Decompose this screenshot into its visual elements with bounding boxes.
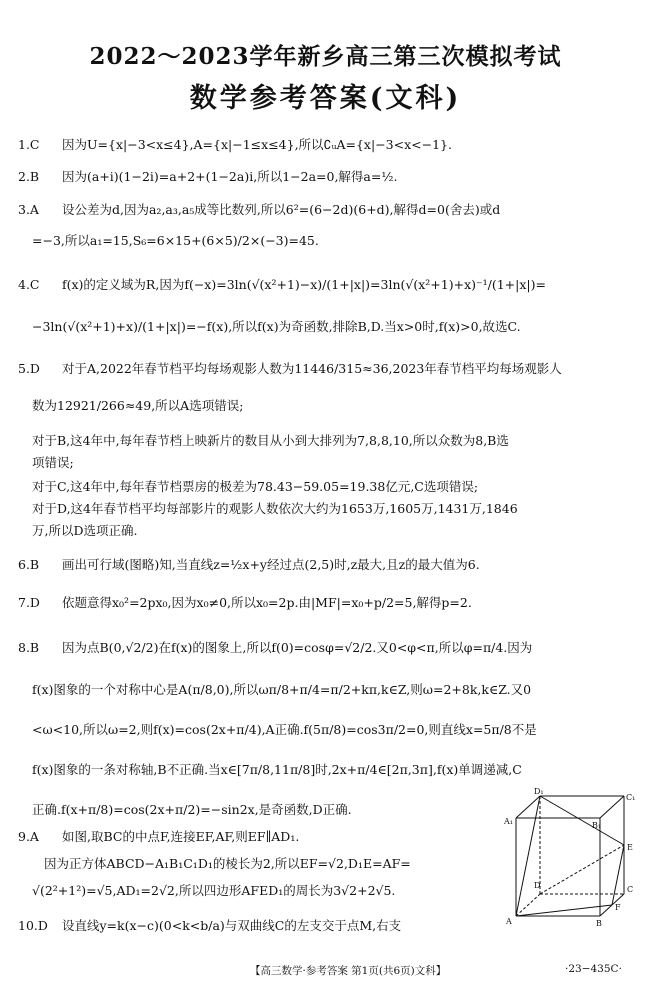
answer-text: 项错误; — [32, 455, 74, 470]
answer-text: 对于A,2022年春节档平均每场观影人数为11446/315≈36,2023年春节档平均每场观影人 — [62, 361, 562, 376]
answer-text: f(x)图象的一条对称轴,B不正确.当x∈[7π/8,11π/8]时,2x+π/4∈[2π,3π],f(x)单调递减,C — [32, 762, 522, 777]
answer-text: 万,所以D选项正确. — [32, 523, 138, 538]
problem-number: 6.B — [18, 557, 40, 572]
answer-text: =−3,所以a₁=15,S₆=6×15+(6×5)/2×(−3)=45. — [32, 233, 319, 248]
answer-text: 对于B,这4年中,每年春节档上映新片的数目从小到大排列为7,8,8,10,所以众数为8,B选 — [32, 433, 509, 448]
label-D1: D₁ — [534, 788, 544, 796]
answer-text: 对于D,这4年春节档平均每部影片的观影人数依次大约为1653万,1605万,1431万,1846 — [32, 501, 518, 516]
answer-text: f(x)的定义域为R,因为f(−x)=3ln(√(x²+1)−x)/(1+|x|)=3ln(√(x²+1)+x)⁻¹/(1+|x|)= — [62, 277, 546, 292]
problem-number: 8.B — [18, 640, 40, 655]
answer-text: 依题意得x₀²=2px₀,因为x₀≠0,所以x₀=2p.由|MF|=x₀+p/2=5,解得p=2. — [62, 595, 472, 610]
problem-number: 7.D — [18, 595, 40, 610]
answer-text: 因为(a+i)(1−2i)=a+2+(1−2a)i,所以1−2a=0,解得a=½. — [62, 169, 398, 184]
problem-number: 10.D — [18, 918, 48, 933]
answer-text: f(x)图象的一个对称中心是A(π/8,0),所以ωπ/8+π/4=π/2+kπ,k∈Z,则ω=2+8k,k∈Z.又0 — [32, 682, 532, 697]
answer-text: 对于C,这4年中,每年春节档票房的极差为78.43−59.05=19.38亿元,C选项错误; — [32, 479, 479, 494]
answer-text: <ω<10,所以ω=2,则f(x)=cos(2x+π/4),A正确.f(5π/8)=cos3π/2=0,则直线x=5π/8不是 — [32, 722, 537, 737]
answer-text: 因为正方体ABCD−A₁B₁C₁D₁的棱长为2,所以EF=√2,D₁E=AF= — [44, 856, 411, 871]
problem-number: 9.A — [18, 829, 39, 844]
label-A1: A₁ — [504, 817, 513, 826]
label-A: A — [506, 917, 512, 926]
problem-number: 2.B — [18, 169, 40, 184]
label-D: D — [534, 881, 541, 890]
label-B: B — [596, 919, 602, 928]
label-B1: B₁ — [592, 821, 602, 830]
answer-text: 因为点B(0,√2/2)在f(x)的图象上,所以f(0)=cosφ=√2/2.又0<φ<π,所以φ=π/4.因为 — [62, 640, 533, 655]
problem-number: 4.C — [18, 277, 40, 292]
title-line-1: 2022～2023学年新乡高三第三次模拟考试 — [89, 43, 562, 70]
label-F: F — [615, 903, 621, 912]
label-E: E — [627, 843, 633, 852]
answer-text: 设直线y=k(x−c)(0<k<b/a)与双曲线C的左支交于点M,右支 — [62, 918, 402, 933]
footer-text: 【高三数学·参考答案 第1页(共6页)文科】 — [250, 965, 447, 977]
problem-number: 5.D — [18, 361, 40, 376]
title-line-2: 数学参考答案(文科) — [189, 83, 462, 114]
cube-figure — [498, 788, 638, 928]
problem-number: 1.C — [18, 137, 40, 152]
answer-text: 设公差为d,因为a₂,a₃,a₅成等比数列,所以6²=(6−2d)(6+d),解得d=0(舍去)或d — [62, 202, 501, 217]
answer-text: √(2²+1²)=√5,AD₁=2√2,所以四边形AFED₁的周长为3√2+2√5. — [32, 883, 396, 898]
answer-text: 画出可行域(图略)知,当直线z=½x+y经过点(2,5)时,z最大,且z的最大值为6. — [62, 557, 480, 572]
answer-text: 数为12921/266≈49,所以A选项错误; — [32, 398, 244, 413]
footer-code: ·23−435C· — [565, 963, 622, 975]
page-footer — [0, 963, 651, 981]
label-C: C — [627, 885, 634, 894]
answer-text: 因为U={x|−3<x≤4},A={x|−1≤x≤4},所以∁ᵤA={x|−3<x<−1}. — [62, 137, 452, 152]
answer-text: 如图,取BC的中点F,连接EF,AF,则EF∥AD₁. — [62, 829, 300, 844]
problem-number: 3.A — [18, 202, 39, 217]
answer-text: 正确.f(x+π/8)=cos(2x+π/2)=−sin2x,是奇函数,D正确. — [32, 802, 352, 817]
answer-text: −3ln(√(x²+1)+x)/(1+|x|)=−f(x),所以f(x)为奇函数,排除B,D.当x>0时,f(x)>0,故选C. — [32, 319, 521, 334]
label-C1: C₁ — [626, 793, 636, 802]
